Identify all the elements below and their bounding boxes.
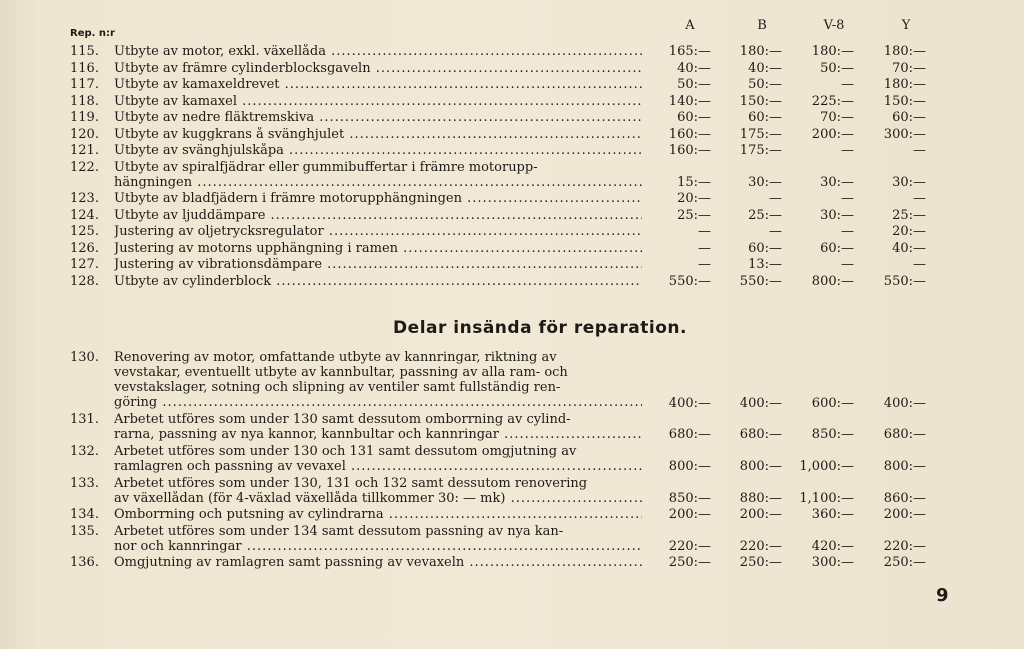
price-b: 400:— [739,395,782,411]
column-header-row [0,18,1024,38]
price-a: 50:— [677,77,711,92]
price-y: 180:— [883,77,926,92]
item-description [114,77,642,92]
item-description [114,224,642,239]
description-line: Arbetet utföres som under 134 samt dessutom passning av nya kan- [114,523,564,539]
price-a: 800:— [668,458,711,474]
table-row [0,555,1024,570]
item-number: 120. [70,126,99,142]
item-description [114,110,642,125]
item-description [114,350,642,410]
price-y: 20:— [892,224,926,240]
description-line: Justering av vibrationsdämpare ..... [114,257,642,272]
price-b: 175:— [739,143,782,158]
price-a: 250:— [668,555,711,571]
page-number: 9 [936,585,949,606]
description-line: Renovering av motor, omfattande utbyte av kannringar, riktning av [114,350,557,365]
table-row [0,77,1024,92]
description-line: vevstakar, eventuellt utbyte av kannbultar, passning av alla ram- och [114,365,568,380]
description-line: Utbyte av spiralfjädrar eller gummibuffertar i främre motorupp- [114,159,538,175]
item-description [114,191,642,206]
item-description [114,257,642,272]
section-title: Delar insända för reparation. [393,318,687,338]
item-number: 118. [70,93,99,109]
description-line: Utbyte av kuggkrans å svänghjulet ..... [114,127,642,142]
rep-number-label: Rep. n:r [70,28,115,39]
description-line: Justering av motorns upphängning i ramen ..... [114,241,642,256]
price-a: 200:— [668,507,711,523]
item-number: 131. [70,412,99,428]
price-y: — [913,191,926,207]
price-a: — [698,224,711,240]
description-line: Utbyte av nedre fläktremskiva ..... [114,110,642,125]
price-v8: — [841,191,854,207]
price-a: 165:— [668,44,711,59]
price-b: 60:— [748,110,782,125]
table-row [0,444,1024,474]
table-row [0,160,1024,190]
table-row [0,110,1024,125]
price-a: 160:— [668,143,711,158]
price-v8: — [841,224,854,240]
item-number: 123. [70,191,99,207]
item-number: 122. [70,159,99,175]
price-y: — [913,143,926,158]
price-b: 30:— [748,174,782,190]
price-y: 400:— [883,395,926,411]
price-b: 200:— [739,507,782,523]
price-y: 25:— [892,207,926,223]
item-description [114,412,642,442]
price-b: 220:— [739,538,782,554]
description-line: Utbyte av ljuddämpare ..... [114,208,642,223]
description-line: göring ..... [114,395,642,410]
price-y: 300:— [883,126,926,142]
column-b-header: B [757,18,767,33]
price-b: 550:— [739,273,782,289]
price-a: 680:— [668,427,711,443]
item-description [114,507,642,522]
price-y: 220:— [883,538,926,554]
item-description [114,94,642,109]
price-v8: 800:— [811,273,854,289]
price-v8: — [841,257,854,273]
description-line: Utbyte av svänghjulskåpa ..... [114,143,642,158]
price-b: 180:— [739,44,782,59]
item-number: 115. [70,44,99,59]
description-line: Utbyte av kamaxeldrevet ..... [114,77,642,92]
price-v8: 225:— [811,93,854,109]
description-line: Utbyte av motor, exkl. växellåda ..... [114,44,642,59]
item-description [114,44,642,59]
description-line: Arbetet utföres som under 130, 131 och 132 samt dessutom renovering [114,475,588,491]
table-row [0,507,1024,522]
table-row [0,61,1024,76]
description-line: Utbyte av cylinderblock ..... [114,274,642,289]
price-v8: 180:— [811,44,854,59]
item-number: 124. [70,207,99,223]
item-number: 134. [70,507,99,523]
price-b: 40:— [748,60,782,76]
description-line: Justering av oljetrycksregulator ..... [114,224,642,239]
table-row [0,241,1024,256]
table-row [0,94,1024,109]
table-row [0,224,1024,239]
table-row [0,274,1024,289]
table-row [0,412,1024,442]
item-number: 127. [70,257,99,273]
description-line: Omgjutning av ramlagren samt passning av vevaxeln ..... [114,555,642,570]
description-line: Utbyte av bladfjädern i främre motorupphängningen ..... [114,191,642,206]
price-y: 40:— [892,240,926,256]
table-row [0,143,1024,158]
price-a: 15:— [677,174,711,190]
item-number: 119. [70,110,99,125]
description-line: Arbetet utföres som under 130 samt dessutom omborrning av cylind- [114,412,571,428]
price-v8: 600:— [811,395,854,411]
price-v8: 420:— [811,538,854,554]
table-row [0,476,1024,506]
description-line: vevstakslager, sotning och slipning av ventiler samt fullständig ren- [114,380,561,395]
item-number: 116. [70,60,99,76]
price-a: 850:— [668,490,711,506]
table-row [0,127,1024,142]
price-a: 550:— [668,273,711,289]
price-v8: 60:— [820,240,854,256]
item-description [114,524,642,554]
price-a: 25:— [677,207,711,223]
item-number: 130. [70,350,99,365]
table-row [0,524,1024,554]
price-v8: 300:— [811,555,854,571]
description-line: Utbyte av kamaxel ..... [114,94,642,109]
price-a: — [698,240,711,256]
price-b: 880:— [739,490,782,506]
price-b: 680:— [739,427,782,443]
item-description [114,241,642,256]
item-number: 117. [70,77,99,92]
price-v8: — [841,77,854,92]
price-b: 13:— [748,257,782,273]
price-v8: 1,000:— [799,458,854,474]
price-b: 50:— [748,77,782,92]
price-a: 40:— [677,60,711,76]
price-v8: 30:— [820,174,854,190]
item-number: 135. [70,523,99,539]
item-description [114,143,642,158]
price-b: — [769,191,782,207]
price-a: 140:— [668,93,711,109]
price-y: 150:— [883,93,926,109]
description-line: Omborrning och putsning av cylindrarna ..... [114,507,642,522]
column-a-header: A [685,18,695,33]
description-line: Arbetet utföres som under 130 och 131 samt dessutom omgjutning av [114,443,577,459]
description-line: nor och kannringar ..... [114,539,642,554]
column-y-header: Y [901,18,911,33]
description-line: rarna, passning av nya kannor, kannbultar och kannringar ..... [114,427,642,442]
table-row [0,191,1024,206]
price-a: 220:— [668,538,711,554]
price-v8: 360:— [811,507,854,523]
price-v8: 30:— [820,207,854,223]
price-y: 200:— [883,507,926,523]
price-v8: 1,100:— [799,490,854,506]
item-description [114,160,642,190]
column-v8-header: V-8 [823,18,845,33]
description-line: hängningen ..... [114,175,642,190]
table-row [0,208,1024,223]
price-y: — [913,257,926,273]
item-description [114,476,642,506]
price-v8: 70:— [820,110,854,125]
price-a: 160:— [668,126,711,142]
price-y: 180:— [883,44,926,59]
price-b: 800:— [739,458,782,474]
item-description [114,208,642,223]
item-description [114,127,642,142]
table-row [0,44,1024,59]
price-a: 400:— [668,395,711,411]
item-description [114,444,642,474]
item-description [114,274,642,289]
price-b: 175:— [739,126,782,142]
price-b: — [769,224,782,240]
price-y: 800:— [883,458,926,474]
item-description [114,61,642,76]
item-number: 126. [70,240,99,256]
price-v8: 850:— [811,427,854,443]
table-row [0,257,1024,272]
price-y: 250:— [883,555,926,571]
item-number: 133. [70,475,99,491]
price-a: 60:— [677,110,711,125]
price-a: 20:— [677,191,711,207]
item-number: 128. [70,273,99,289]
price-y: 550:— [883,273,926,289]
price-y: 70:— [892,60,926,76]
description-line: av växellådan (för 4-växlad växellåda tillkommer 30: — mk) ..... [114,491,642,506]
description-line: ramlagren och passning av vevaxel ..... [114,459,642,474]
price-v8: 200:— [811,126,854,142]
price-b: 25:— [748,207,782,223]
table-row [0,350,1024,411]
item-number: 136. [70,555,99,571]
price-v8: — [841,143,854,158]
price-a: — [698,257,711,273]
price-b: 250:— [739,555,782,571]
price-y: 30:— [892,174,926,190]
price-b: 150:— [739,93,782,109]
price-v8: 50:— [820,60,854,76]
item-number: 132. [70,443,99,459]
price-b: 60:— [748,240,782,256]
item-description [114,555,642,570]
item-number: 121. [70,143,99,158]
price-y: 860:— [883,490,926,506]
price-y: 60:— [892,110,926,125]
description-line: Utbyte av främre cylinderblocksgaveln ..... [114,61,642,76]
price-y: 680:— [883,427,926,443]
item-number: 125. [70,224,99,240]
